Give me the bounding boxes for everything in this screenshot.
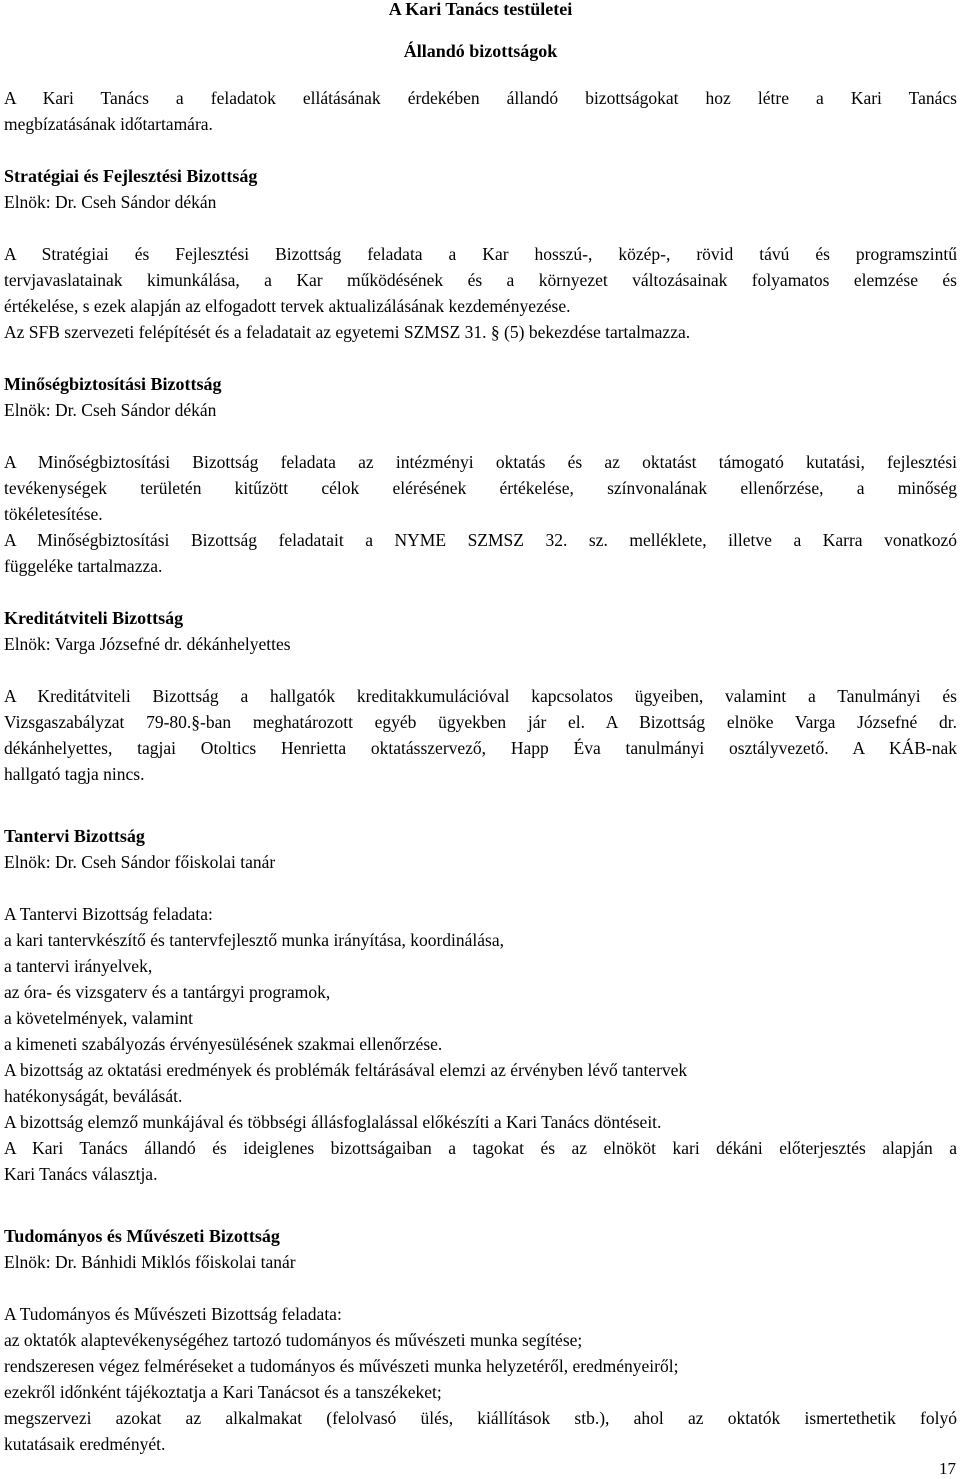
body-line: a követelmények, valamint [4,1008,194,1028]
body-line: A Minőségbiztosítási Bizottság feladatait a NYME SZMSZ 32. sz. melléklete, illetve a Karra vonatkozó [4,530,957,550]
body-line: A Tudományos és Művészeti Bizottság feladata: [4,1304,342,1324]
body-line: az óra- és vizsgaterv és a tantárgyi programok, [4,982,331,1002]
section-body [4,683,957,787]
page-number: 17 [939,1459,956,1478]
body-line: Vizsgaszabályzat 79-80.§-ban meghatározott egyéb ügyekben jár el. A Bizottság elnöke Varga Józsefné dr. [4,712,957,732]
body-line: A Kari Tanács állandó és ideiglenes bizottságaiban a tagokat és az elnököt kari dékáni előterjesztés alapján a [4,1138,957,1158]
section-body [4,241,957,345]
body-line: dékánhelyettes, tagjai Otoltics Henrietta oktatásszervező, Happ Éva tanulmányi osztályvezető. A KÁB-nak [4,738,957,758]
body-line: A Stratégiai és Fejlesztési Bizottság feladata a Kar hosszú-, közép-, rövid távú és programszintű [4,244,957,264]
body-line: tevékenységek területén kitűzött célok elérésének értékelése, színvonalának ellenőrzése, a minőség [4,478,957,498]
body-line: hatékonyságát, beválását. [4,1086,183,1106]
section-heading: Tudományos és Művészeti Bizottság [4,1226,280,1246]
body-line: tervjavaslatainak kimunkálása, a Kar működésének és a környezet változásainak folyamatos elemzése és [4,270,957,290]
section-quality [4,371,957,579]
body-line: tökéletesítése. [4,504,103,524]
body-line: Az SFB szervezeti felépítését és a feladatait az egyetemi SZMSZ 31. § (5) bekezdése tartalmazza. [4,322,691,342]
body-line: hallgató tagja nincs. [4,764,145,784]
body-line: ezekről időnként tájékoztatja a Kari Tanácsot és a tanszékeket; [4,1382,442,1402]
section-credit-transfer [4,605,957,787]
body-line: a kari tantervkészítő és tantervfejlesztő munka irányítása, koordinálása, [4,930,505,950]
section-body [4,1301,957,1457]
section-chair: Elnök: Dr. Bánhidi Miklós főiskolai tanár [4,1252,296,1272]
intro-line: A Kari Tanács a feladatok ellátásának érdekében állandó bizottságokat hoz létre a Kari Tanács [4,88,957,108]
body-line: a kimeneti szabályozás érvényesülésének szakmai ellenőrzése. [4,1034,443,1054]
section-heading: Kreditátviteli Bizottság [4,608,184,628]
document-page [4,0,957,1457]
section-heading: Minőségbiztosítási Bizottság [4,374,222,394]
body-line: az oktatók alaptevékenységéhez tartozó tudományos és művészeti munka segítése; [4,1330,583,1350]
body-line: A Kreditátviteli Bizottság a hallgatók kreditakkumulációval kapcsolatos ügyeiben, valamint a Tanulmányi és [4,686,957,706]
document-title: A Kari Tanács testületei [388,0,573,19]
body-line: Kari Tanács választja. [4,1164,158,1184]
body-line: A Minőségbiztosítási Bizottság feladata az intézményi oktatás és az oktatást támogató kutatási, fejlesztési [4,452,957,472]
body-line: értékelése, s ezek alapján az elfogadott tervek aktualizálásának kezdeményezése. [4,296,571,316]
body-line: függeléke tartalmazza. [4,556,163,576]
body-line: megszervezi azokat az alkalmakat (felolvasó ülés, kiállítások stb.), ahol az oktatók ismertethetik folyó [4,1408,957,1428]
section-body [4,901,957,1187]
body-line: kutatásaik eredményét. [4,1434,166,1454]
section-chair: Elnök: Dr. Cseh Sándor dékán [4,192,217,212]
section-strategic [4,163,957,345]
section-body [4,449,957,579]
document-subtitle: Állandó bizottságok [403,41,558,61]
body-line: A bizottság az oktatási eredmények és problémák feltárásával elemzi az érvényben lévő tantervek [4,1060,688,1080]
intro-paragraph [4,85,957,137]
intro-line: megbízatásának időtartamára. [4,114,213,134]
section-chair: Elnök: Varga Józsefné dr. dékánhelyettes [4,634,291,654]
body-line: A bizottság elemző munkájával és többségi állásfoglalással előkészíti a Kari Tanács döntéseit. [4,1112,662,1132]
section-chair: Elnök: Dr. Cseh Sándor dékán [4,400,217,420]
section-chair: Elnök: Dr. Cseh Sándor főiskolai tanár [4,852,276,872]
section-heading: Tantervi Bizottság [4,826,145,846]
body-line: A Tantervi Bizottság feladata: [4,904,213,924]
body-line: a tantervi irányelvek, [4,956,153,976]
body-line: rendszeresen végez felméréseket a tudományos és művészeti munka helyzetéről, eredményeiről; [4,1356,679,1376]
section-heading: Stratégiai és Fejlesztési Bizottság [4,166,258,186]
section-science-arts [4,1223,957,1457]
section-curriculum [4,823,957,1187]
